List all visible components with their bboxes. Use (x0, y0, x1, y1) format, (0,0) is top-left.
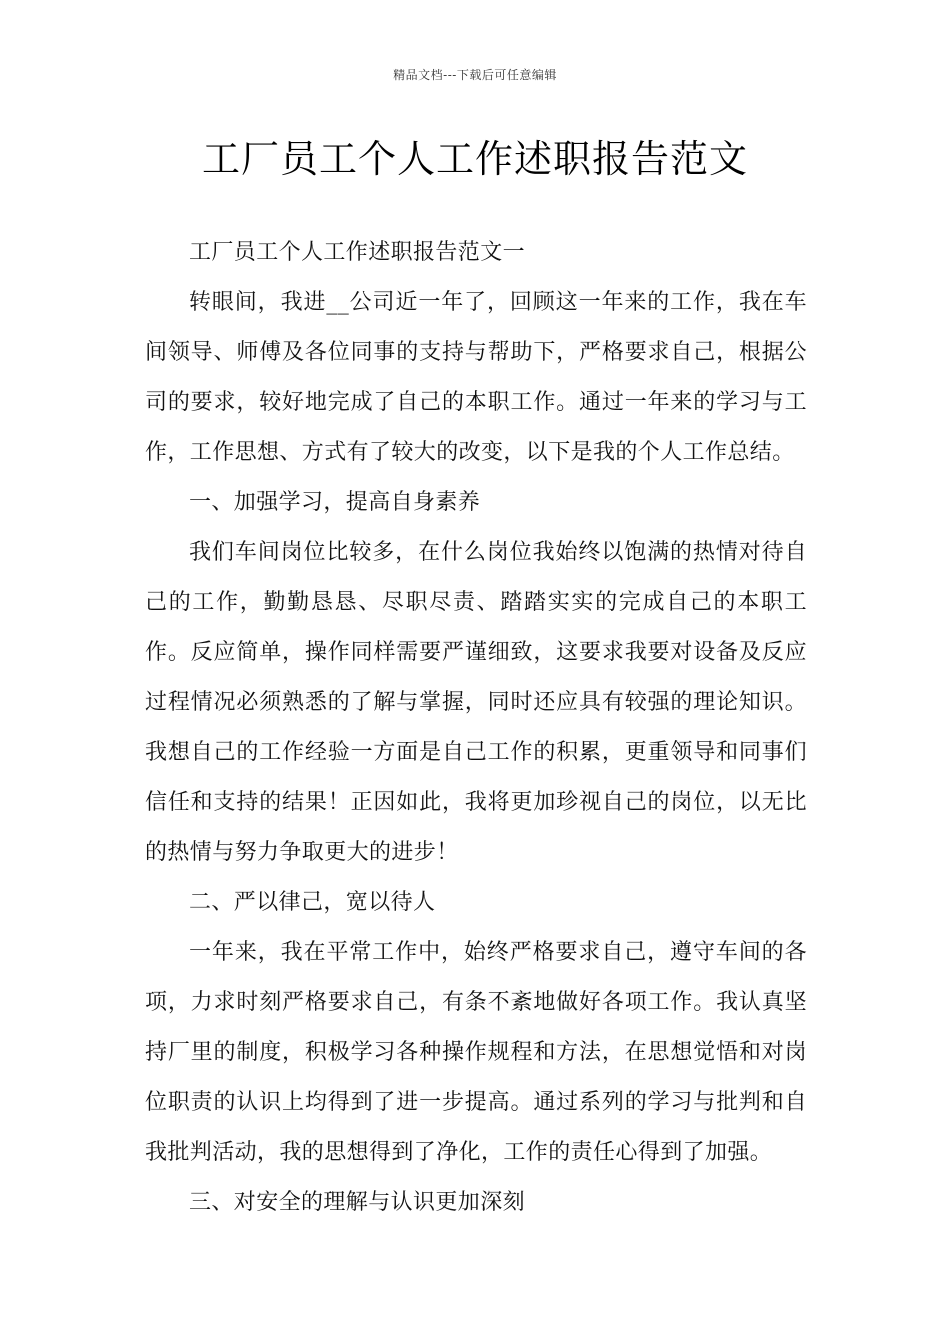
document-title: 工厂员工个人工作述职报告范文 (201, 137, 748, 181)
section-heading-3: 三、对安全的理解与认识更加深刻 (189, 1190, 526, 1215)
document-body (145, 228, 807, 1228)
section-heading-intro: 工厂员工个人工作述职报告范文一 (189, 240, 526, 265)
paragraph-opening: 转眼间，我进__公司近一年了，回顾这一年来的工作，我在车间领导、师傅及各位同事的支持与帮助下，严格要求自己，根据公司的要求，较好地完成了自己的本职工作。通过一年来的学习与工作，工作思想、方式有了较大的改变，以下是我的个人工作总结。 (145, 290, 807, 465)
section-heading-1: 一、加强学习，提高自身素养 (189, 490, 481, 515)
paragraph-section-1: 我们车间岗位比较多，在什么岗位我始终以饱满的热情对待自己的工作，勤勤恳恳、尽职尽责、踏踏实实的完成自己的本职工作。反应简单，操作同样需要严谨细致，这要求我要对设备及反应过程情况必须熟悉的了解与掌握，同时还应具有较强的理论知识。我想自己的工作经验一方面是自己工作的积累，更重领导和同事们信任和支持的结果！正因如此，我将更加珍视自己的岗位，以无比的热情与努力争取更大的进步！ (145, 540, 807, 865)
header-note: 精品文档---下载后可任意编辑 (393, 68, 557, 82)
paragraph-section-2: 一年来，我在平常工作中，始终严格要求自己，遵守车间的各项，力求时刻严格要求自己，有条不紊地做好各项工作。我认真坚持厂里的制度，积极学习各种操作规程和方法，在思想觉悟和对岗位职责的认识上均得到了进一步提高。通过系列的学习与批判和自我批判活动，我的思想得到了净化，工作的责任心得到了加强。 (145, 940, 807, 1165)
section-heading-2: 二、严以律己，宽以待人 (189, 890, 436, 915)
